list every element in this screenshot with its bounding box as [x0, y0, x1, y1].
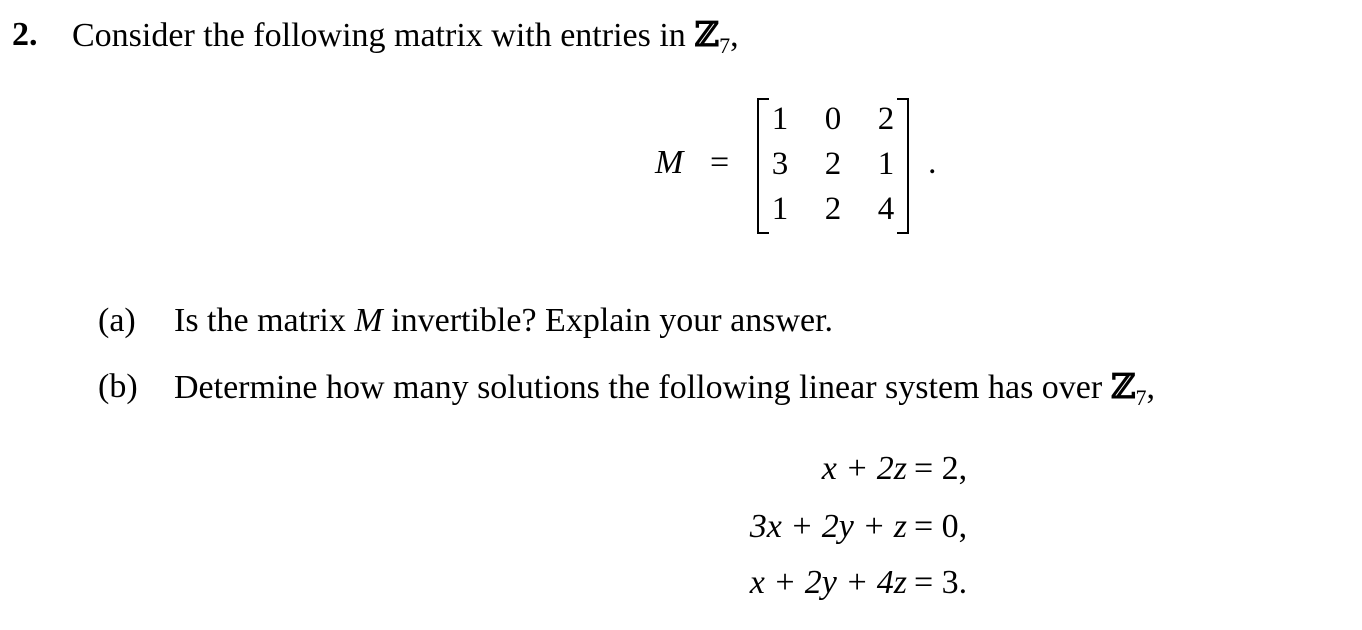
part-b-text-main: Determine how many solutions the following linear system has over [174, 369, 1111, 406]
equation-lhs: 3x + 2y + z [749, 508, 907, 545]
matrix-cell: 1 [771, 101, 789, 137]
field-symbol: ℤ [694, 15, 720, 55]
matrix-cell: 1 [877, 146, 895, 182]
part-a-text [174, 304, 833, 338]
equation-lhs: x + 2y + 4z [749, 564, 907, 601]
part-b-text [174, 367, 1156, 410]
matrix-cell: 0 [824, 101, 842, 137]
matrix-equals: = [710, 144, 730, 181]
matrix-cell: 2 [824, 191, 842, 227]
part-b-tail: , [1146, 369, 1156, 406]
matrix [757, 98, 909, 232]
matrix-cell: 2 [824, 146, 842, 182]
part-a-text-after: invertible? Explain your answer. [382, 302, 834, 339]
equation-rhs: = 0, [914, 508, 968, 545]
field-symbol: ℤ [1110, 367, 1136, 407]
part-b-label: (b) [98, 368, 138, 405]
field-subscript: 7 [1135, 385, 1147, 410]
matrix-cell: 1 [771, 191, 789, 227]
problem-number: 2. [12, 16, 38, 53]
part-a-label: (a) [98, 302, 136, 339]
matrix-trailing-period: . [928, 144, 937, 181]
part-a-text-before: Is the matrix [174, 302, 355, 339]
part-a-var: M [354, 302, 383, 339]
problem-intro [72, 15, 739, 58]
matrix-cell: 3 [771, 146, 789, 182]
equation-rhs: = 3. [914, 564, 968, 601]
matrix-cell: 4 [877, 191, 895, 227]
field-subscript: 7 [719, 33, 731, 58]
equation-rhs: = 2, [914, 450, 968, 487]
equation-lhs: x + 2z [821, 450, 907, 487]
intro-text: Consider the following matrix with entries in [72, 17, 695, 54]
matrix-name: M [655, 144, 684, 181]
matrix-cell: 2 [877, 101, 895, 137]
intro-tail: , [730, 17, 739, 54]
